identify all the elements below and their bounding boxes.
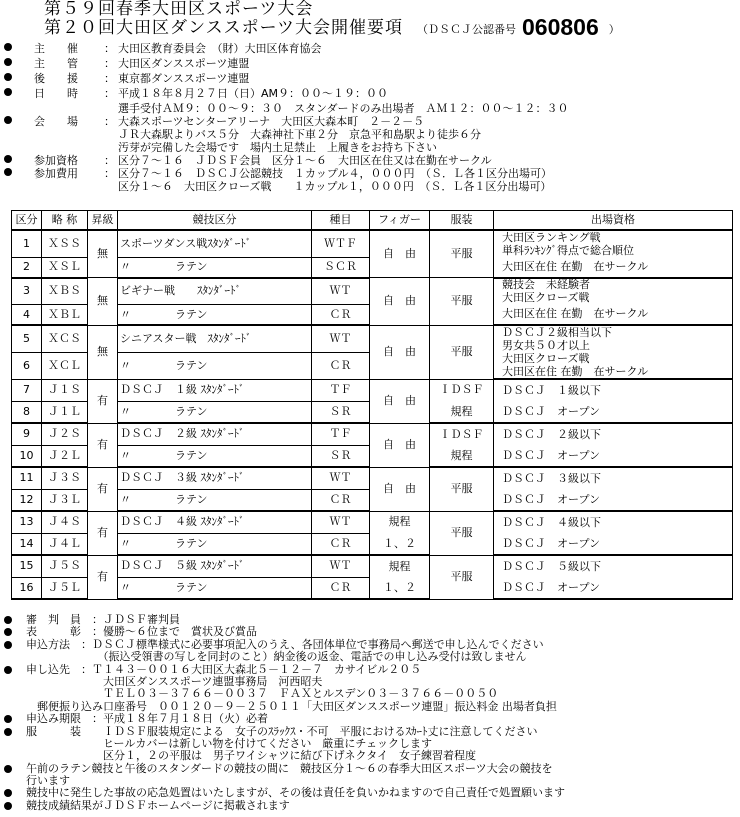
info-value: 大森スポーツセンターアリーナ 大田区大森本町 ２－２－５ [118,115,425,128]
footer-text: 申し込先 ：Ｔ１４３－００１６大田区大森北５－１２－７ カサイビル２０５ [26,662,422,676]
cell-item: ＷＴＦ [312,230,370,257]
cell-figure: 規程 [370,555,430,577]
footer-text: 審 判 員 ：ＪＤＳＦ審判員 [26,613,180,626]
cell-code: ＸＢＳ [42,278,88,305]
cell-code: Ｊ４Ｓ [42,511,88,533]
info-value: 汚芽が完備した会場です 場内土足禁止 上履きをお持ち下さい [118,141,437,154]
info-colon: ： [104,87,115,100]
cell-qualification: ＤＳＣＪ オープン [494,577,733,599]
info-value: 選手受付ＡＭ９：００～９：３０ スタンダードのみ出場者 ＡＭ１２：００～１２：３０ [118,102,569,115]
cell-no: 5 [12,325,42,352]
cell-event: ＤＳＣＪ ２級 ｽﾀﾝﾀﾞｰﾄﾞ [118,423,312,445]
footer-text: 大田区ダンススポーツ連盟事務局 河西昭夫 [26,674,323,688]
table-row [12,325,733,339]
cell-promotion: 有 [88,511,118,555]
cell-qualification: 大田区ランキング戦 [494,230,733,244]
table-row [12,533,733,555]
info-label: 主 催 [34,42,78,55]
cell-event: ＤＳＣＪ １級 ｽﾀﾝﾀﾞｰﾄﾞ [118,379,312,401]
info-label: 日 時 [34,87,78,100]
table-row [12,511,733,533]
cell-no: 16 [12,577,42,599]
bullet-icon [4,155,12,163]
table-row [12,577,733,599]
cell-code: ＸＳＳ [42,230,88,257]
cell-qualification: ＤＳＣＪ オープン [494,489,733,511]
bullet-icon [4,641,12,649]
info-value: 大田区教育委員会 （財）大田区体育協会 [118,42,322,55]
cell-qualification: ＤＳＣＪ ３級以下 [494,467,733,489]
info-label: 参加資格 [34,154,78,167]
cell-event: ＤＳＣＪ ４級 ｽﾀﾝﾀﾞｰﾄﾞ [118,511,312,533]
cell-code: Ｊ３Ｌ [42,489,88,511]
cell-figure: 自 由 [370,230,430,278]
cell-event: 〃 ラテン [118,305,312,326]
cell-item: ＴＦ [312,423,370,445]
cell-qualification: ＤＳＣＪ ４級以下 [494,511,733,533]
info-row [4,180,738,193]
info-label: 主 管 [34,57,78,70]
cell-no: 2 [12,257,42,278]
bullet-icon [4,728,12,736]
cell-promotion: 有 [88,555,118,599]
info-value: 区分７～１６ ＪＤＳＦ会員 区分１～６ 大田区在住又は在勤在サークル [118,154,492,167]
cell-figure: 規程 [370,511,430,533]
header-item: 種目 [312,211,370,231]
table-row [12,555,733,577]
info-value: 大田区ダンススポーツ連盟 [118,57,250,70]
bullet-icon [4,765,12,773]
cell-no: 14 [12,533,42,555]
cell-item: ＣＲ [312,489,370,511]
cell-dress: ＩＤＳＦ [430,379,494,401]
info-colon: ： [104,42,115,55]
bullet-icon [4,616,12,624]
cell-event: スポーツダンス戦ｽﾀﾝﾀﾞｰﾄﾞ [118,230,312,257]
cell-no: 11 [12,467,42,489]
footer-row [4,651,738,663]
cell-no: 10 [12,445,42,467]
cell-figure: 自 由 [370,379,430,423]
table-row [12,423,733,445]
cell-figure: 自 由 [370,278,430,326]
header-no: 区分 [12,211,42,231]
cell-qualification: 大田区在住 在勤 在サークル [494,365,733,379]
table-header-row [12,211,733,231]
cell-event: 〃 ラテン [118,489,312,511]
footer-text: 服 装 ＩＤＳＦ服装規定による 女子のｽﾗｯｸｽ・不可 平服におけるｽｶｰﾄ丈に注意してください [26,724,538,738]
bullet-icon [4,168,12,176]
info-colon: ： [104,167,115,180]
title-line-2 [44,14,621,40]
cell-figure: １、２ [370,533,430,555]
cell-qualification: 男女共５０才以上 [494,339,733,352]
info-value: 区分１～６ 大田区クローズ戦 １カップル１，０００円 （Ｓ．Ｌ各１区分出場可） [118,180,552,193]
cell-qualification: ＤＳＣＪ ２級以下 [494,423,733,445]
footer-text: 申込み期限 ：平成１８年７月１８日（火）必着 [26,712,268,726]
cell-item: ＷＴ [312,278,370,305]
cell-code: Ｊ１Ｌ [42,401,88,423]
cell-event: ビギナー戦 ｽﾀﾝﾀﾞｰﾄﾞ [118,278,312,305]
cell-promotion: 無 [88,230,118,278]
info-row [4,57,738,72]
cell-dress: 平服 [430,278,494,326]
cell-no: 4 [12,305,42,326]
footer-text: 競技中に発生した事故の応急処置はいたしますが、その後は責任を負いかねますので自己責任で処置願います [26,786,565,800]
cell-figure: 自 由 [370,423,430,467]
info-row [4,87,738,102]
bullet-icon [4,628,12,636]
footer-row [4,800,738,812]
bullet-icon [4,116,12,124]
bullet-icon [4,666,12,674]
header-code: 略 称 [42,211,88,231]
cell-no: 6 [12,352,42,379]
footer-text: 行います [26,774,70,788]
cell-qualification: ＤＳＣＪ １級以下 [494,379,733,401]
info-colon: ： [104,154,115,167]
cell-item: ＳＲ [312,401,370,423]
cell-code: ＸＣＳ [42,325,88,352]
cell-qualification: 競技会 未経験者 [494,278,733,292]
header-qualification: 出場資格 [494,211,733,231]
bullet-icon [4,58,12,66]
bullet-icon [4,715,12,723]
footer-text: ヒールカバーは新しい物を付けてください 厳重にチェックします [26,736,433,750]
footer-section [4,614,738,812]
info-value: 東京都ダンススポーツ連盟 [118,72,250,85]
table-row [12,278,733,292]
cell-event: 〃 ラテン [118,533,312,555]
cell-dress: 平服 [430,325,494,379]
footer-text: 表 彰 ：優勝～６位まで 賞状及び賞品 [26,625,257,639]
cell-item: ＳＣＲ [312,257,370,278]
title-line-1: 第５９回春季大田区スポーツ大会 [44,0,314,19]
cell-code: Ｊ４Ｌ [42,533,88,555]
entries-table [11,210,733,600]
info-value: 区分７～１６ ＤＳＣＪ公認競技 １カップル４，０００円 （Ｓ．Ｌ各１区分出場可） [118,167,552,180]
info-label: 参加費用 [34,167,78,180]
cell-event: 〃 ラテン [118,445,312,467]
cell-no: 13 [12,511,42,533]
cell-item: ＣＲ [312,305,370,326]
footer-row [4,750,738,762]
cell-dress: 平服 [430,467,494,511]
cell-dress: 規程 [430,445,494,467]
cell-promotion: 有 [88,467,118,511]
cell-dress: 平服 [430,511,494,555]
info-row [4,42,738,57]
table-row [12,230,733,244]
cell-code: ＸＣＬ [42,352,88,379]
cell-code: ＸＢＬ [42,305,88,326]
cell-no: 1 [12,230,42,257]
cell-promotion: 有 [88,379,118,423]
cell-item: ＣＲ [312,577,370,599]
cell-qualification: 大田区在住 在勤 在サークル [494,257,733,278]
bullet-icon [4,73,12,81]
info-label: 後 援 [34,72,78,85]
cell-item: ＷＴ [312,555,370,577]
cell-qualification: 大田区クローズ戦 [494,292,733,305]
cell-code: Ｊ５Ｌ [42,577,88,599]
cell-item: ＴＦ [312,379,370,401]
cell-qualification: 単科ﾗﾝｷﾝｸﾞ得点で総合順位 [494,244,733,257]
footer-text: 区分１，２の平服は 男子ワイシャツに結び下げネクタイ 女子練習着程度 [26,749,477,763]
approval-close: ） [608,23,621,36]
approval-number: 060806 [521,14,599,40]
cell-item: ＣＲ [312,352,370,379]
info-row [4,115,738,128]
info-section [4,42,738,193]
cell-item: ＣＲ [312,533,370,555]
cell-dress: 平服 [430,230,494,278]
cell-no: 9 [12,423,42,445]
cell-event: 〃 ラテン [118,577,312,599]
cell-event: ＤＳＣＪ ３級 ｽﾀﾝﾀﾞｰﾄﾞ [118,467,312,489]
header-dress: 服装 [430,211,494,231]
cell-promotion: 無 [88,278,118,326]
title-line-2-text: 第２０回大田区ダンススポーツ大会開催要項 [44,18,403,38]
cell-no: 15 [12,555,42,577]
cell-event: 〃 ラテン [118,257,312,278]
cell-item: ＳＲ [312,445,370,467]
info-colon: ： [104,72,115,85]
footer-text: ＴＥＬ０３－３７６６－００３７ ＦＡＸとルスデン０３－３７６６－００５０ [26,687,499,701]
cell-qualification: ＤＳＣＪ オープン [494,533,733,555]
cell-figure: 自 由 [370,325,430,379]
cell-code: Ｊ５Ｓ [42,555,88,577]
info-row [4,154,738,167]
cell-no: 8 [12,401,42,423]
cell-no: 3 [12,278,42,305]
cell-event: ＤＳＣＪ ５級 ｽﾀﾝﾀﾞｰﾄﾞ [118,555,312,577]
cell-qualification: ＤＳＣＪ２級相当以下 [494,325,733,339]
header-promotion: 昇級 [88,211,118,231]
cell-dress: 規程 [430,401,494,423]
footer-text: 申込方法 ：ＤＳＣＪ標準様式に必要事項記入のうえ、各団体単位で事務局へ郵送で申し込んでください [26,637,544,651]
footer-text: （振込受領書の写しを同封のこと）納金後の返金、電話での申し込み受付は致しません [26,650,527,664]
cell-qualification: ＤＳＣＪ オープン [494,401,733,423]
cell-code: ＸＳＬ [42,257,88,278]
cell-no: 7 [12,379,42,401]
cell-figure: 自 由 [370,467,430,511]
bullet-icon [4,88,12,96]
cell-event: 〃 ラテン [118,352,312,379]
cell-dress: 平服 [430,555,494,599]
bullet-icon [4,43,12,51]
cell-code: Ｊ２Ｌ [42,445,88,467]
footer-text: 午前のラテン競技と午後のスタンダードの競技の間に 競技区分１～６の春季大田区スポーツ大会の競技を [26,761,553,775]
cell-event: シニアスター戦 ｽﾀﾝﾀﾞｰﾄﾞ [118,325,312,352]
info-colon: ： [104,115,115,128]
info-label: 会 場 [34,115,78,128]
footer-row [4,763,738,775]
cell-event: 〃 ラテン [118,401,312,423]
cell-qualification: 大田区クローズ戦 [494,352,733,365]
info-row [4,72,738,87]
cell-item: ＷＴ [312,467,370,489]
info-row [4,167,738,180]
info-row [4,128,738,141]
table-row [12,467,733,489]
bullet-icon [4,789,12,797]
cell-qualification: 大田区在住 在勤 在サークル [494,305,733,326]
footer-row [4,713,738,725]
header-figure: フィガー [370,211,430,231]
footer-row [4,688,738,700]
table-row [12,379,733,401]
bullet-icon [4,802,12,810]
cell-qualification: ＤＳＣＪ オープン [494,445,733,467]
cell-code: Ｊ１Ｓ [42,379,88,401]
footer-text: 競技成績結果がＪＤＳＦホームページに掲載されます [26,798,290,812]
cell-promotion: 有 [88,423,118,467]
approval-label: （ＤＳＣＪ公認番号 [416,23,516,36]
cell-dress: ＩＤＳＦ [430,423,494,445]
info-value: 平成１８年８月２７日（日）AM９：００～１９：００ [118,87,389,100]
cell-code: Ｊ３Ｓ [42,467,88,489]
cell-code: Ｊ２Ｓ [42,423,88,445]
cell-no: 12 [12,489,42,511]
footer-row [4,787,738,799]
cell-item: ＷＴ [312,511,370,533]
footer-text: 郵便振り込み口座番号 ００１２０－９－２５０１１「大田区ダンススポーツ連盟」振込料金 出場者負担 [26,699,557,713]
cell-qualification: ＤＳＣＪ ５級以下 [494,555,733,577]
cell-promotion: 無 [88,325,118,379]
info-value: ＪＲ大森駅よりバス５分 大森神社下車２分 京急平和島駅より徒歩６分 [118,128,481,141]
cell-item: ＷＴ [312,325,370,352]
info-row [4,102,738,115]
cell-figure: １、２ [370,577,430,599]
header-event: 競技区分 [118,211,312,231]
info-colon: ： [104,57,115,70]
footer-row [4,626,738,638]
info-row [4,141,738,154]
